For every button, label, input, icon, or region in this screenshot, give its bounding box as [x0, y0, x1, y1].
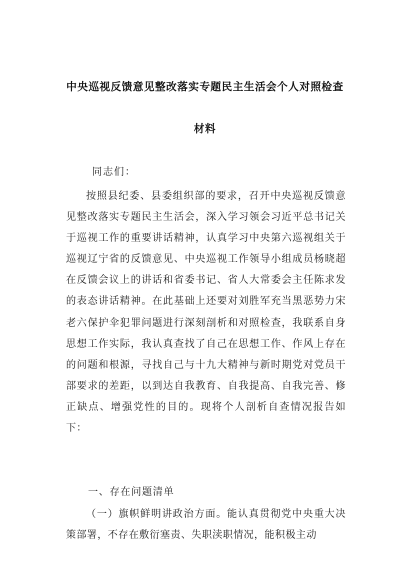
salutation: 同志们： [92, 167, 136, 178]
section-heading: 一、存在问题清单 [88, 487, 175, 498]
document-title-line1: 中央巡视反馈意见整改落实专题民主生活会个人对照检查 [66, 81, 344, 93]
subsection-paragraph: （一）旗帜鲜明讲政治方面。能认真贯彻党中央重大决策部署，不存在敷衍塞责、失职渎职情况，能积极主动 [66, 509, 346, 542]
intro-paragraph: 按照县纪委、县委组织部的要求，召开中央巡视反馈意见整改落实专题民主生活会，深入学习领会习近平总书记关于巡视工作的重要讲话精神，认真学习中央第六巡视组关于巡视辽宁省的反馈意见、中央巡视工作领导小组成员杨晓超在反馈会议上的讲话和省委书记、省人大常委会主任陈求发的表态讲话精神。在此基础上还要对刘胜军充当黑恶势力宋老六保护伞犯罪问题进行深刻剖析和对照检查，我联系自身思想工作实际，我认真查找了自己在思想工作、作风上存在的问题和根源，寻找自己与十九大精神与新时期党对党员干部要求的差距，以到达自我教育、自我提高、自我完善、修正缺点、增强党性的目的。现将个人剖析自查情况报告如下： [66, 191, 346, 435]
document-title-line2: 材料 [193, 123, 217, 135]
